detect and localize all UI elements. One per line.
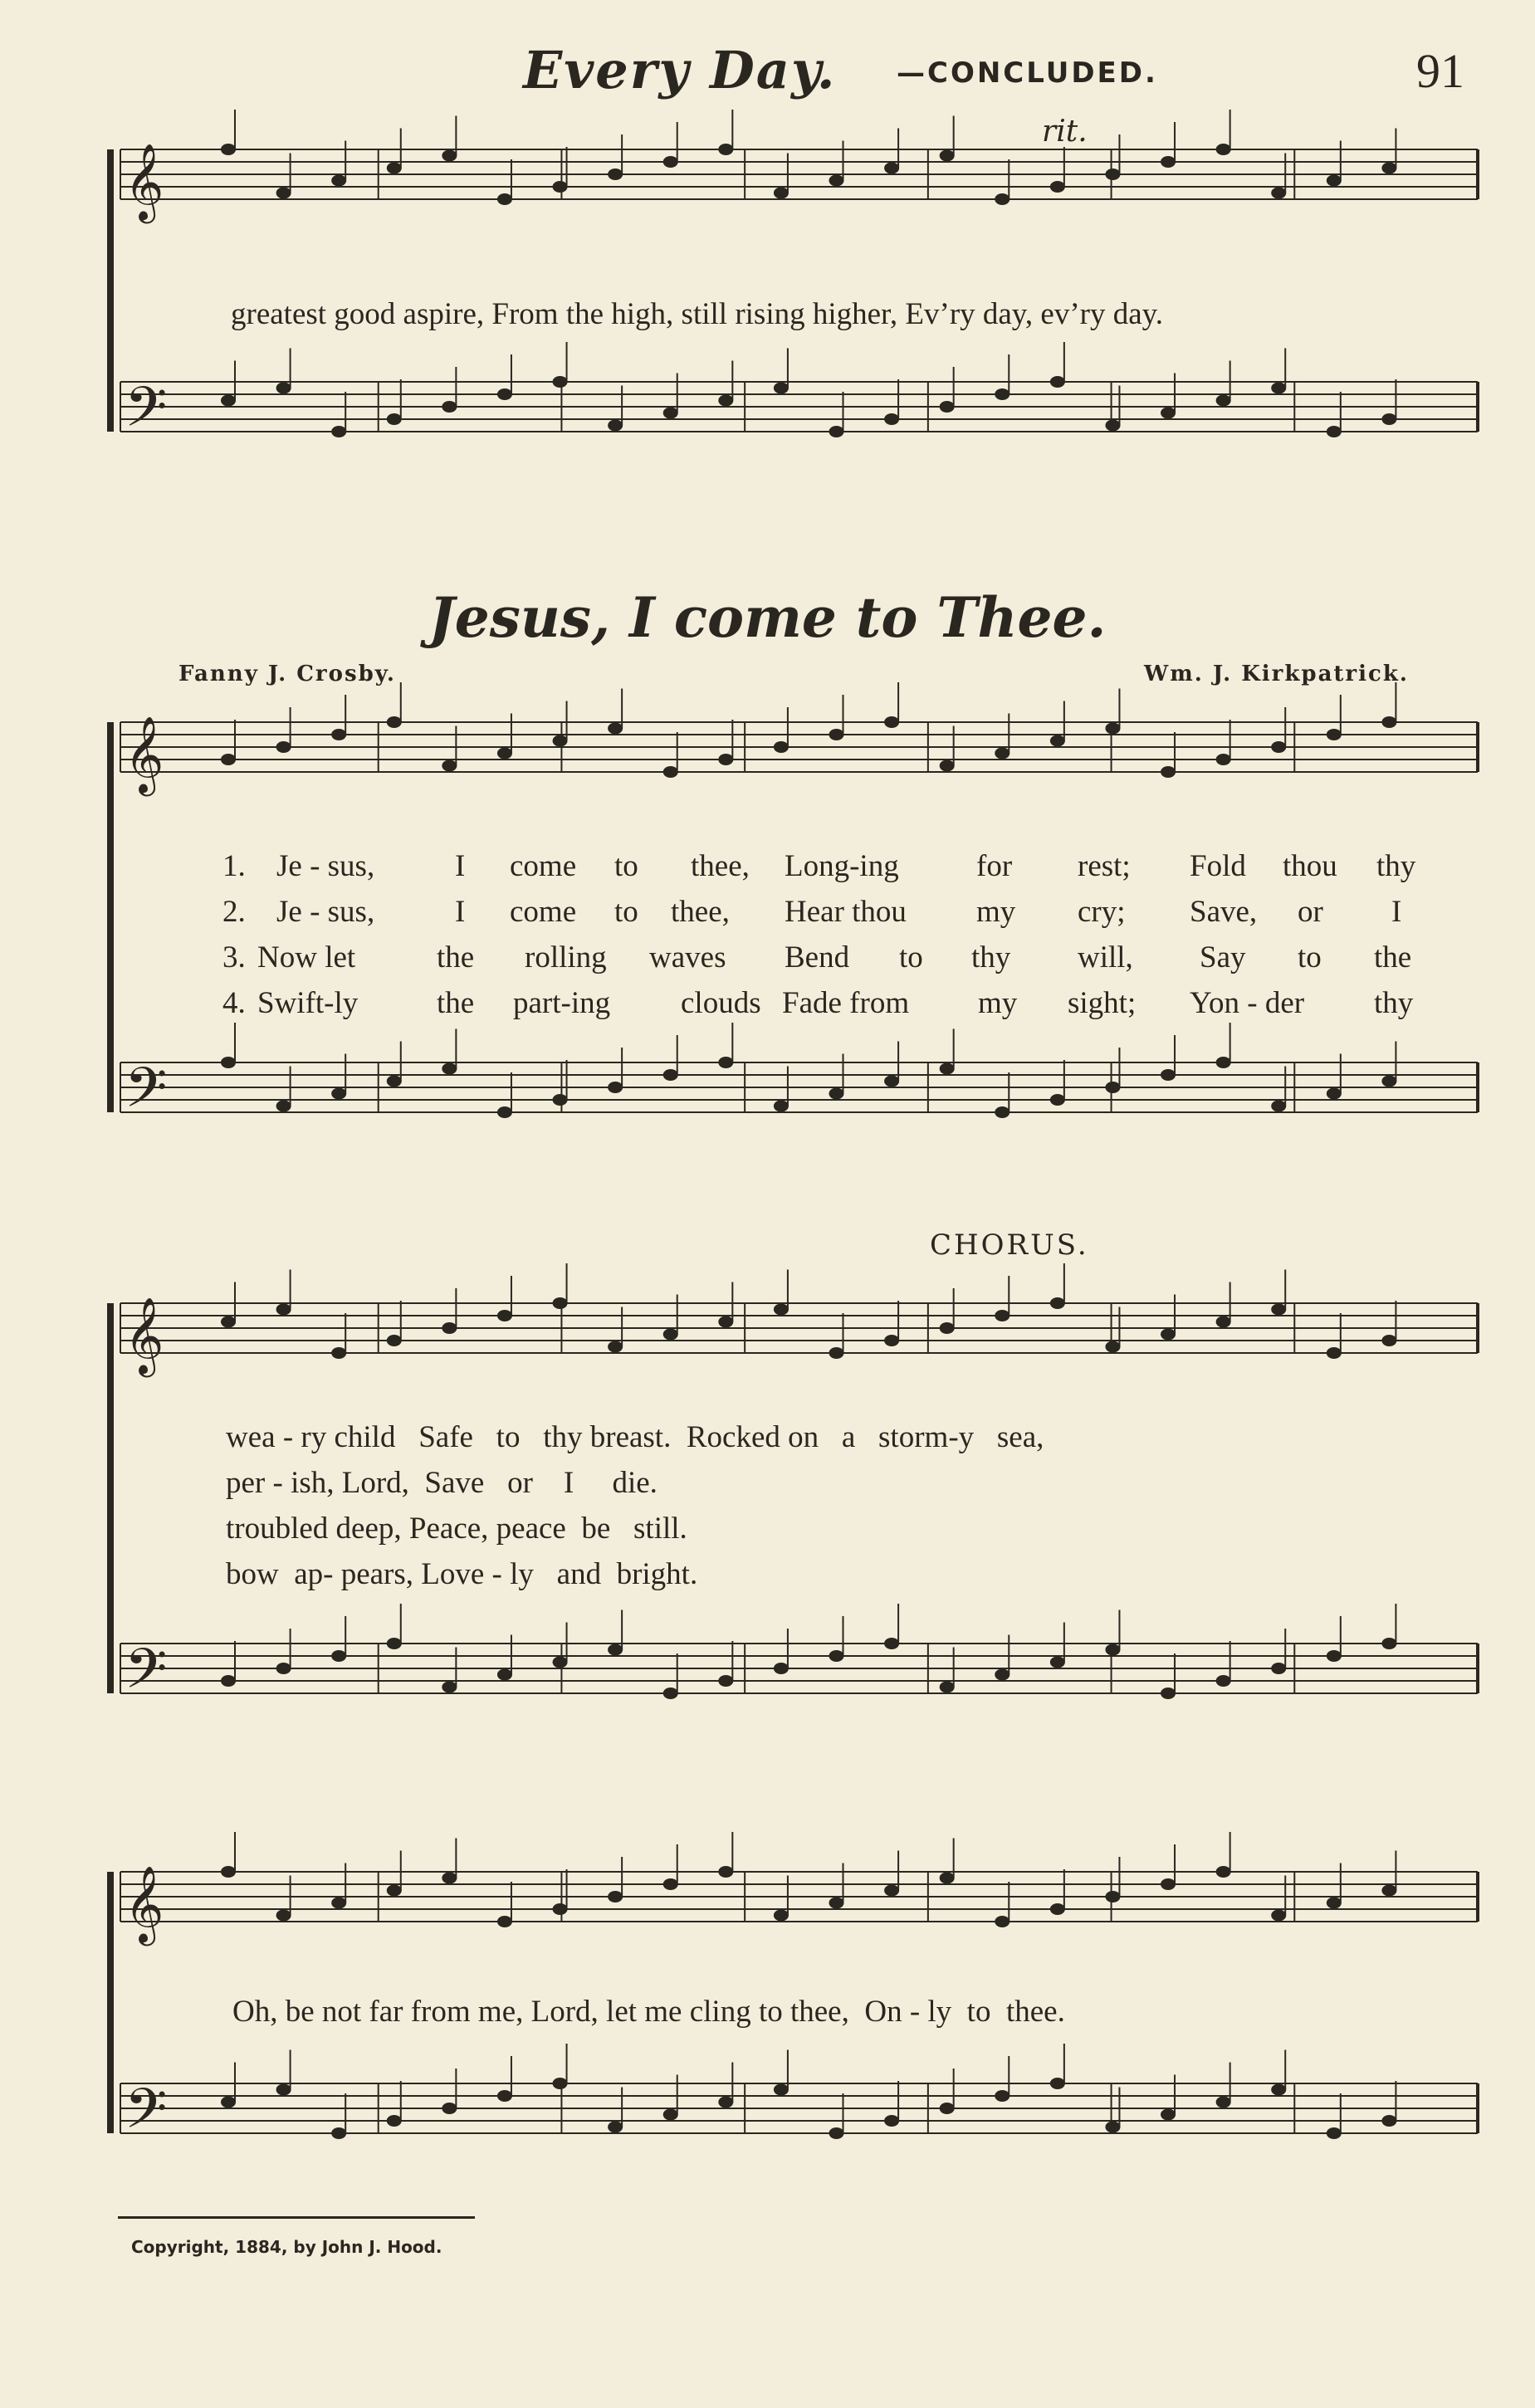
note-head — [884, 1335, 899, 1346]
note-head — [774, 741, 789, 753]
note-head — [1216, 395, 1231, 407]
note-head — [497, 1310, 512, 1321]
verse-line-2: 2. — [222, 895, 246, 929]
note-head — [1105, 420, 1120, 432]
verse-line-1-w1: Je - sus, — [276, 849, 375, 883]
note-head — [1050, 376, 1065, 388]
verse-line-2-w3: come — [510, 895, 577, 929]
note-group — [221, 1023, 1396, 1118]
note-head — [553, 2078, 568, 2089]
verse-line-1-w10: thou — [1283, 849, 1337, 883]
note-head — [1216, 1866, 1231, 1878]
verse-line-3-w10: to — [1298, 940, 1322, 974]
note-head — [553, 1657, 568, 1668]
note-head — [1050, 1297, 1065, 1309]
note-head — [608, 420, 623, 432]
note-head — [663, 1329, 678, 1341]
note-head — [331, 1347, 346, 1359]
note-head — [884, 163, 899, 174]
note-head — [1105, 1644, 1120, 1656]
note-head — [995, 1106, 1009, 1118]
verse-line-2-w7: my — [976, 895, 1016, 929]
note-head — [940, 1873, 955, 1884]
note-head — [884, 1076, 899, 1087]
verse-line-1-w2: I — [455, 849, 466, 883]
note-head — [718, 144, 733, 155]
note-head — [553, 1094, 568, 1106]
bass-clef-icon: 𝄢 — [125, 1056, 168, 1133]
note-head — [387, 1335, 402, 1346]
note-head — [1105, 1891, 1120, 1902]
note-head — [331, 1898, 346, 1909]
note-head — [1161, 1069, 1176, 1081]
verse-line-2-w8: cry; — [1078, 895, 1126, 929]
verse-line-2-w11: I — [1391, 895, 1402, 929]
note-head — [829, 729, 844, 740]
verse-line-1-w5: thee, — [691, 849, 750, 883]
verse-line-1-w7: for — [976, 849, 1013, 883]
note-head — [1161, 1688, 1176, 1699]
note-head — [442, 1322, 457, 1334]
treble-clef-icon: 𝄞 — [125, 143, 164, 220]
note-head — [221, 754, 236, 765]
verse-line-3-w6: to — [899, 940, 923, 974]
note-head — [497, 1106, 512, 1118]
note-head — [1161, 2109, 1176, 2121]
note-head — [331, 2127, 346, 2139]
note-head — [718, 395, 733, 407]
fragment-lyric: greatest good aspire, From the high, still rising higher, Ev’ry day, ev’ry day. — [231, 297, 1163, 331]
treble-clef-icon: 𝄞 — [125, 1865, 164, 1942]
note-head — [1381, 1076, 1396, 1087]
tempo-mark: rit. — [1042, 115, 1088, 149]
note-head — [1271, 383, 1286, 394]
note-head — [1216, 144, 1231, 155]
verse-line-4-w6: my — [978, 986, 1018, 1020]
note-head — [553, 1297, 568, 1309]
note-head — [442, 401, 457, 413]
note-head — [276, 188, 291, 199]
note-head — [940, 1063, 955, 1075]
note-head — [1216, 1675, 1231, 1687]
note-head — [663, 156, 678, 168]
note-head — [1161, 408, 1176, 419]
note-head — [221, 395, 236, 407]
note-head — [829, 2127, 844, 2139]
verse-line-3-w3: rolling — [525, 940, 607, 974]
note-head — [608, 723, 623, 735]
verse-line-3: 3. — [222, 940, 246, 974]
note-head — [1381, 716, 1396, 728]
note-head — [995, 2090, 1009, 2102]
note-head — [940, 1682, 955, 1693]
note-head — [387, 413, 402, 425]
note-head — [1381, 1638, 1396, 1649]
note-head — [940, 150, 955, 162]
note-head — [1271, 1663, 1286, 1674]
verse-line-1-w11: thy — [1376, 849, 1416, 883]
note-head — [940, 760, 955, 772]
note-head — [1271, 1101, 1286, 1112]
note-head — [553, 376, 568, 388]
page-number: 91 — [1416, 44, 1464, 98]
note-head — [774, 383, 789, 394]
note-head — [1271, 741, 1286, 753]
note-head — [1381, 1885, 1396, 1897]
note-head — [553, 735, 568, 747]
verse-line-4-w9: thy — [1374, 986, 1414, 1020]
note-head — [1327, 1088, 1342, 1100]
note-head — [331, 175, 346, 187]
note-head — [940, 1322, 955, 1334]
note-head — [608, 1891, 623, 1902]
note-head — [276, 1910, 291, 1922]
note-head — [1327, 729, 1342, 740]
verse-line-3-w7: thy — [971, 940, 1011, 974]
verse-line-1-w6: Long-ing — [785, 849, 899, 883]
verse-line-3-w5: Bend — [785, 940, 850, 974]
note-head — [995, 1310, 1009, 1321]
note-head — [1050, 735, 1065, 747]
note-head — [276, 1304, 291, 1316]
note-head — [1381, 1335, 1396, 1346]
note-head — [442, 760, 457, 772]
verse-line-4: 4. — [222, 986, 246, 1020]
treble-clef-icon: 𝄞 — [125, 716, 164, 793]
verse-line-4-w1: Swift-ly — [257, 986, 359, 1020]
chorus-label: CHORUS. — [930, 1228, 1089, 1262]
note-head — [387, 163, 402, 174]
note-head — [774, 2084, 789, 2096]
note-group — [221, 342, 1396, 437]
note-head — [1271, 1910, 1286, 1922]
note-head — [1381, 163, 1396, 174]
note-head — [276, 741, 291, 753]
note-head — [497, 193, 512, 205]
note-head — [221, 1866, 236, 1878]
note-head — [387, 2115, 402, 2127]
note-head — [608, 169, 623, 180]
note-head — [829, 175, 844, 187]
note-head — [1105, 2122, 1120, 2133]
verse-line-2-w1: Je - sus, — [276, 895, 375, 929]
note-head — [221, 1316, 236, 1328]
note-head — [995, 193, 1009, 205]
refrain-lyric: Oh, be not far from me, Lord, let me cling to thee, On - ly to thee. — [232, 1995, 1065, 2029]
note-group — [221, 1263, 1396, 1359]
note-head — [608, 1341, 623, 1353]
note-head — [940, 2103, 955, 2114]
note-head — [608, 2122, 623, 2133]
note-head — [331, 1088, 346, 1100]
note-head — [1105, 169, 1120, 180]
verse-b-line-4: bow ap- pears, Love - ly and bright. — [226, 1557, 698, 1591]
note-head — [221, 1057, 236, 1068]
note-head — [774, 1304, 789, 1316]
verse-line-3-w8: will, — [1078, 940, 1133, 974]
verse-line-3-w4: waves — [649, 940, 726, 974]
treble-clef-icon: 𝄞 — [125, 1297, 164, 1374]
verse-b-line-2: per - ish, Lord, Save or I die. — [226, 1466, 658, 1500]
note-head — [663, 408, 678, 419]
note-group — [221, 682, 1396, 778]
note-head — [553, 181, 568, 193]
note-head — [276, 2084, 291, 2096]
note-group — [221, 2044, 1396, 2139]
note-head — [221, 2097, 236, 2108]
note-head — [1327, 175, 1342, 187]
note-head — [1050, 1657, 1065, 1668]
note-head — [1216, 754, 1231, 765]
note-head — [442, 2103, 457, 2114]
note-group — [221, 1604, 1396, 1699]
note-head — [276, 383, 291, 394]
note-head — [1161, 1878, 1176, 1890]
note-head — [497, 1669, 512, 1681]
note-head — [774, 188, 789, 199]
note-head — [553, 1903, 568, 1915]
note-head — [331, 1650, 346, 1662]
verse-line-3-w1: Now let — [257, 940, 356, 974]
note-head — [1161, 156, 1176, 168]
verse-line-1-w4: to — [614, 849, 638, 883]
note-head — [442, 1873, 457, 1884]
note-head — [829, 1898, 844, 1909]
verse-line-4-w4: clouds — [681, 986, 761, 1020]
note-head — [1105, 1341, 1120, 1353]
note-head — [663, 766, 678, 778]
note-head — [774, 1910, 789, 1922]
copyright-notice: Copyright, 1884, by John J. Hood. — [131, 2237, 442, 2257]
note-head — [1216, 2097, 1231, 2108]
verse-line-4-w5: Fade from — [782, 986, 910, 1020]
note-head — [718, 1675, 733, 1687]
note-head — [829, 1347, 844, 1359]
note-head — [1381, 413, 1396, 425]
note-head — [1216, 1057, 1231, 1068]
note-head — [442, 1682, 457, 1693]
note-group — [221, 110, 1396, 205]
note-head — [221, 1675, 236, 1687]
note-head — [884, 716, 899, 728]
note-head — [718, 1057, 733, 1068]
note-head — [829, 1088, 844, 1100]
note-head — [663, 1878, 678, 1890]
note-head — [829, 1650, 844, 1662]
note-head — [276, 1101, 291, 1112]
note-head — [497, 2090, 512, 2102]
note-head — [718, 1866, 733, 1878]
note-head — [276, 1663, 291, 1674]
note-head — [718, 2097, 733, 2108]
note-head — [497, 388, 512, 400]
verse-b-line-3: troubled deep, Peace, peace be still. — [226, 1512, 687, 1546]
note-head — [331, 729, 346, 740]
note-head — [1161, 1329, 1176, 1341]
notes-layer — [125, 110, 1396, 2154]
verse-line-2-w6: Hear thou — [785, 895, 907, 929]
note-head — [718, 1316, 733, 1328]
note-head — [884, 413, 899, 425]
note-head — [1050, 1903, 1065, 1915]
note-head — [442, 150, 457, 162]
note-head — [221, 144, 236, 155]
note-group — [221, 1832, 1396, 1927]
note-head — [1161, 766, 1176, 778]
note-head — [718, 754, 733, 765]
note-head — [940, 401, 955, 413]
note-head — [1050, 1094, 1065, 1106]
bass-clef-icon: 𝄢 — [125, 1637, 168, 1714]
note-head — [331, 426, 346, 437]
verse-line-3-w9: Say — [1200, 940, 1246, 974]
note-head — [387, 716, 402, 728]
note-head — [995, 1669, 1009, 1681]
verse-line-1-w9: Fold — [1190, 849, 1246, 883]
note-head — [663, 1688, 678, 1699]
composer-credit: Wm. J. Kirkpatrick. — [1144, 662, 1409, 686]
note-head — [387, 1638, 402, 1649]
verse-line-1: 1. — [222, 849, 246, 883]
note-head — [1271, 1304, 1286, 1316]
verse-line-4-w2: the — [437, 986, 475, 1020]
note-head — [608, 1644, 623, 1656]
verse-line-2-w2: I — [455, 895, 466, 929]
note-head — [774, 1663, 789, 1674]
note-head — [663, 2109, 678, 2121]
note-head — [774, 1101, 789, 1112]
note-head — [497, 1916, 512, 1927]
note-head — [1327, 1898, 1342, 1909]
page-header-subtitle: —CONCLUDED. — [897, 56, 1158, 90]
note-head — [884, 2115, 899, 2127]
note-head — [995, 388, 1009, 400]
note-head — [884, 1638, 899, 1649]
verse-line-4-w8: Yon - der — [1190, 986, 1305, 1020]
note-head — [995, 1916, 1009, 1927]
verse-line-4-w3: part-ing — [513, 986, 611, 1020]
verse-line-4-w7: sight; — [1068, 986, 1137, 1020]
lyricist-credit: Fanny J. Crosby. — [178, 662, 396, 686]
bass-clef-icon: 𝄢 — [125, 2077, 168, 2154]
note-head — [1271, 2084, 1286, 2096]
note-head — [497, 748, 512, 760]
note-head — [884, 1885, 899, 1897]
verse-b-line-1: wea - ry child Safe to thy breast. Rocked on a storm-y sea, — [226, 1420, 1044, 1454]
note-head — [1050, 181, 1065, 193]
verse-line-3-w2: the — [437, 940, 475, 974]
page-header-title: Every Day. — [523, 40, 837, 100]
verse-line-1-w3: come — [510, 849, 577, 883]
note-head — [1381, 2115, 1396, 2127]
note-head — [608, 1082, 623, 1093]
note-head — [1050, 2078, 1065, 2089]
verse-line-2-w9: Save, — [1190, 895, 1258, 929]
note-head — [829, 426, 844, 437]
verse-line-2-w5: thee, — [671, 895, 730, 929]
note-head — [1271, 188, 1286, 199]
note-head — [387, 1076, 402, 1087]
hymn-title: Jesus, I come to Thee. — [428, 585, 1107, 650]
bass-clef-icon: 𝄢 — [125, 375, 168, 452]
verse-line-2-w10: or — [1298, 895, 1323, 929]
note-head — [1105, 1082, 1120, 1093]
note-head — [1327, 1347, 1342, 1359]
note-head — [387, 1885, 402, 1897]
note-head — [1327, 1650, 1342, 1662]
verse-line-3-w11: the — [1374, 940, 1412, 974]
note-head — [442, 1063, 457, 1075]
staff-systems — [110, 149, 1478, 2133]
note-head — [1327, 426, 1342, 437]
note-head — [1327, 2127, 1342, 2139]
verse-line-1-w8: rest; — [1078, 849, 1131, 883]
note-head — [1105, 723, 1120, 735]
note-head — [1216, 1316, 1231, 1328]
note-head — [995, 748, 1009, 760]
verse-line-2-w4: to — [614, 895, 638, 929]
note-head — [663, 1069, 678, 1081]
